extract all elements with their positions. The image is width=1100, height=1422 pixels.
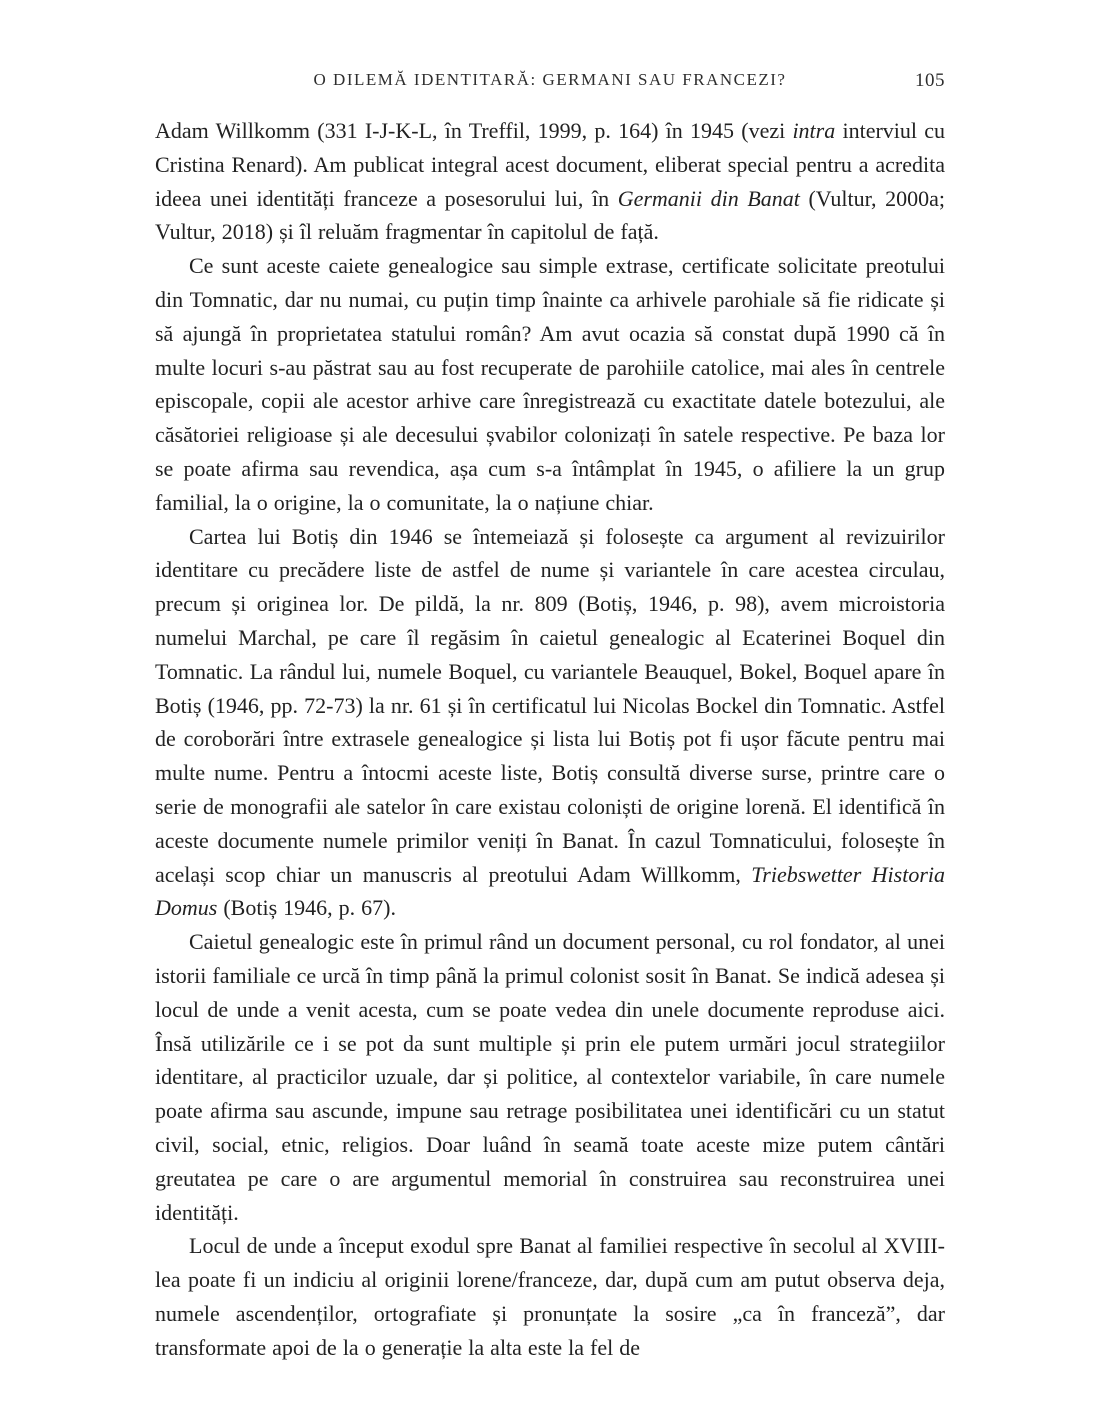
text-run: Adam Willkomm (331 I-J-K-L, în Treffil, 1999, p. 164) în 1945 (vezi bbox=[155, 118, 793, 143]
italic-text-run: Germanii din Banat bbox=[617, 185, 800, 211]
paragraph bbox=[155, 925, 945, 1229]
paragraph bbox=[155, 520, 945, 926]
text-run: Caietul genealogic este în primul rând un document personal, cu rol fondator, al unei istorii familiale ce urcă în timp până la primul colonist sosit în Banat. Se indică adesea și locul de unde a venit acesta, cum se poate vedea din unele documente reproduse aici. Însă utilizările ce i se pot da sunt multiple și prin ele putem urmări jocul strategiilor identitare, al practicilor uzuale, dar și politice, al contextelor variabile, în care numele poate afirma sau ascunde, impune sau retrage posibilitatea unei identificări cu un statut civil, social, etnic, religios. Doar luând în seamă toate aceste mize putem cântări greutatea pe care o are argumentul memorial în construirea sau reconstruirea unei identități. bbox=[155, 929, 945, 1225]
text-run: interviul cu Cristina Renard). Am publicat integral acest document, eliberat special pentru a acredita ideea unei identități franceze a posesorului lui, în bbox=[155, 118, 945, 211]
text-run: Ce sunt aceste caiete genealogice sau simple extrase, certificate solicitate preotului din Tomnatic, dar nu numai, cu puțin timp înainte ca arhivele parohiale să fie ridicate și să ajungă în proprietatea statului român? Am avut ocazia să constat după 1990 că în multe locuri s-au păstrat sau au fost recuperate de parohiile catolice, mai ales în centrele episcopale, copii ale acestor arhive care înregistrează cu exactitate datele botezului, ale căsătoriei religioase și ale decesului șvabilor colonizați în satele respective. Pe baza lor se poate afirma sau revendica, așa cum s-a întâmplat în 1945, o afiliere la un grup familial, la o origine, la o comunitate, la o națiune chiar. bbox=[155, 253, 945, 515]
text-run: Locul de unde a început exodul spre Banat al familiei respective în secolul al XVIII-lea poate fi un indiciu al originii lorene/franceze, dar, după cum am putut observa deja, numele ascendenților, ortografiate și pronunțate la sosire „ca în franceză”, dar transformate apoi de la o generație la alta este la fel de bbox=[155, 1233, 945, 1360]
paragraph bbox=[155, 114, 945, 249]
paragraph bbox=[155, 249, 945, 519]
body-text bbox=[155, 114, 945, 1364]
chapter-title: O DILEMĂ IDENTITARĂ: GERMANI SAU FRANCEZI? bbox=[313, 70, 787, 89]
italic-text-run: Triebswetter Historia Domus bbox=[155, 861, 945, 921]
text-run: (Botiș 1946, p. 67). bbox=[217, 895, 396, 921]
page-content bbox=[155, 70, 945, 1364]
italic-text-run: intra bbox=[792, 118, 836, 143]
text-run: Cartea lui Botiș din 1946 se întemeiază și folosește ca argument al revizuirilor identitare cu precădere liste de astfel de nume și variantele în care acestea circulau, precum și originea lor. De pildă, la nr. 809 (Botiș, 1946, p. 98), avem microistoria numelui Marchal, pe care îl regăsim în caietul genealogic al Ecaterinei Boquel din Tomnatic. La rândul lui, numele Boquel, cu variantele Beauquel, Bokel, Boquel apare în Botiș (1946, pp. 72-73) la nr. 61 și în certificatul lui Nicolas Bockel din Tomnatic. Astfel de coroborări între extrasele genealogice și lista lui Botiș pot fi ușor făcute pentru mai multe nume. Pentru a întocmi aceste liste, Botiș consultă diverse surse, printre care o serie de monografii ale satelor în care existau coloniști de origine lorenă. El identifică în aceste documente numele primilor veniți în Banat. În cazul Tomnaticului, folosește în același scop chiar un manuscris al preotului Adam Willkomm, bbox=[155, 523, 945, 887]
text-run: (Vultur, 2000a; Vultur, 2018) și îl reluăm fragmentar în capitolul de față. bbox=[155, 185, 945, 245]
paragraph bbox=[155, 1229, 945, 1364]
page-number: 105 bbox=[915, 70, 945, 91]
running-head bbox=[155, 70, 945, 90]
